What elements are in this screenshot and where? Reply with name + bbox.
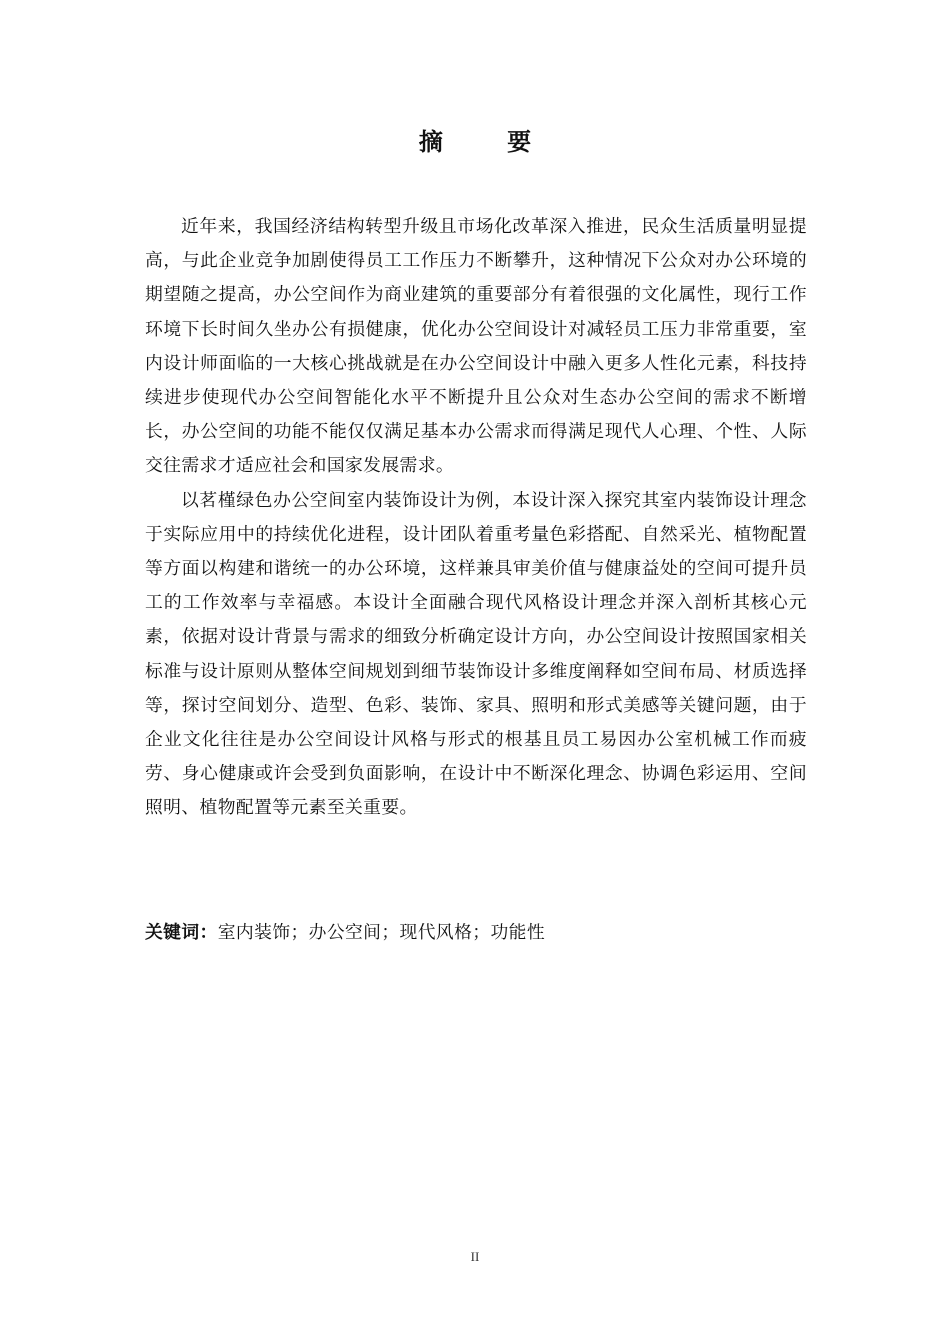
abstract-paragraph-2: 以茗槿绿色办公空间室内装饰设计为例，本设计深入探究其室内装饰设计理念于实际应用中的持续优化进程，设计团队着重考量色彩搭配、自然采光、植物配置等方面以构建和谐统一的办公环境，这样兼具审美价值与健康益处的空间可提升员工的工作效率与幸福感。本设计全面融合现代风格设计理念并深入剖析其核心元素，依据对设计背景与需求的细致分析确定设计方向，办公空间设计按照国家相关标准与设计原则从整体空间规划到细节装饰设计多维度阐释如空间布局、材质选择等，探讨空间划分、造型、色彩、装饰、家具、照明和形式美感等关键问题，由于企业文化往往是办公空间设计风格与形式的根基且员工易因办公室机械工作而疲劳、身心健康或许会受到负面影响，在设计中不断深化理念、协调色彩运用、空间照明、植物配置等元素至关重要。 [145,489,807,819]
abstract-paragraph-1: 近年来，我国经济结构转型升级且市场化改革深入推进，民众生活质量明显提高，与此企业竞争加剧使得员工工作压力不断攀升，这种情况下公众对办公环境的期望随之提高，办公空间作为商业建筑的重要部分有着很强的文化属性，现行工作环境下长时间久坐办公有损健康，优化办公空间设计对减轻员工压力非常重要，室内设计师面临的一大核心挑战就是在办公空间设计中融入更多人性化元素，科技持续进步使现代办公空间智能化水平不断提升且公众对生态办公空间的需求不断增长，办公空间的功能不能仅仅满足基本办公需求而得满足现代人心理、个性、人际交往需求才适应社会和国家发展需求。 [145,216,807,477]
keywords-label: 关键词： [145,922,218,943]
abstract-body [145,210,807,826]
keywords-text: 室内装饰；办公空间；现代风格；功能性 [217,922,545,943]
keywords-line [145,916,807,950]
abstract-title: 摘 要 [418,128,560,156]
page-number: II [470,1249,480,1264]
